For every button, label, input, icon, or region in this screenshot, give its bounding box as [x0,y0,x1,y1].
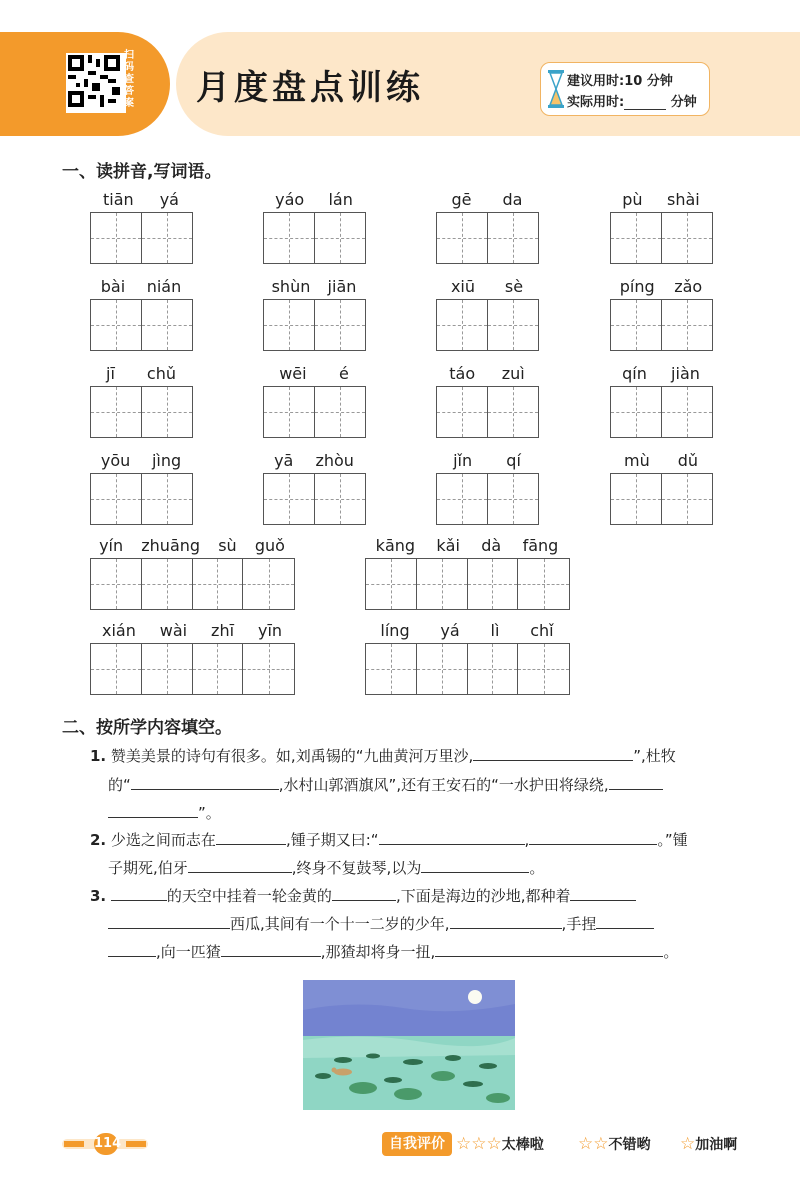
pinyin-label [263,190,365,210]
writing-grid[interactable] [90,558,295,610]
writing-cell[interactable] [315,300,366,350]
pinyin-syllable: é [338,364,349,383]
star-icon: ☆ [680,1134,696,1154]
pinyin-syllable: kǎi [436,536,460,555]
writing-grid[interactable] [436,299,539,351]
pinyin-syllable: chǐ [530,621,554,640]
pinyin-label [90,451,192,471]
pinyin-syllable: sè [504,277,524,296]
pinyin-syllable: xián [101,621,136,640]
self-eval-label: 自我评价 [382,1132,452,1156]
pinyin-syllable: xiū [450,277,475,296]
section2-heading: 二、按所学内容填空。 [62,718,232,738]
pinyin-syllable: lán [328,190,353,209]
pinyin-syllable: yīn [257,621,283,640]
pinyin-syllable: jǐn [453,451,473,470]
pinyin-syllable: zhòu [315,451,354,470]
blank[interactable] [529,830,657,845]
writing-cell[interactable] [91,213,142,263]
star-icon: ☆☆ [578,1134,609,1154]
question-3-line1: 3. 的天空中挂着一轮金黄的 ,下面是海边的沙地,都种着 [90,885,636,906]
writing-cell[interactable] [488,213,539,263]
question-1-line3: ”。 [108,802,221,823]
pinyin-syllable: zuì [501,364,525,383]
writing-cell[interactable] [437,387,488,437]
rating-good[interactable]: ☆☆不错哟 [578,1134,651,1154]
blank[interactable] [570,886,636,901]
writing-cell[interactable] [264,213,315,263]
pinyin-syllable: líng [380,621,410,640]
pinyin-label [610,190,712,210]
pinyin-label [90,364,192,384]
writing-grid[interactable] [610,299,713,351]
rating-great[interactable]: ☆☆☆太棒啦 [456,1134,544,1154]
question-3-line3: ,向一匹猹 ,那猹却将身一扭, 。 [108,941,678,962]
pinyin-syllable: píng [619,277,655,296]
pinyin-label [365,621,569,641]
writing-cell[interactable] [518,559,569,609]
pinyin-label [436,277,538,297]
writing-grid[interactable] [263,212,366,264]
pinyin-syllable: dà [481,536,502,555]
writing-cell[interactable] [91,644,142,694]
pinyin-syllable: mù [623,451,650,470]
writing-grid[interactable] [436,212,539,264]
pinyin-syllable: qí [506,451,521,470]
pinyin-label [436,190,538,210]
writing-cell[interactable] [611,474,662,524]
pinyin-syllable: táo [449,364,476,383]
writing-cell[interactable] [142,644,193,694]
pinyin-syllable: lì [490,621,500,640]
writing-grid[interactable] [263,299,366,351]
pinyin-syllable: zhī [211,621,235,640]
pinyin-label [610,364,712,384]
pinyin-label [263,364,365,384]
writing-cell[interactable] [315,474,366,524]
pinyin-syllable: qín [622,364,647,383]
writing-grid[interactable] [610,386,713,438]
qr-label: 扫码查答案 [124,50,134,109]
pinyin-syllable: jiàn [671,364,700,383]
writing-cell[interactable] [91,559,142,609]
writing-cell[interactable] [315,213,366,263]
writing-cell[interactable] [142,300,193,350]
writing-cell[interactable] [243,644,294,694]
writing-cell[interactable] [142,387,193,437]
pinyin-syllable: dǔ [677,451,698,470]
writing-cell[interactable] [417,644,468,694]
writing-cell[interactable] [662,213,713,263]
writing-cell[interactable] [662,474,713,524]
writing-grid[interactable] [263,386,366,438]
qr-code[interactable] [66,53,126,113]
writing-cell[interactable] [611,213,662,263]
pinyin-syllable: jī [106,364,115,383]
blank[interactable] [131,775,279,790]
blank[interactable] [108,942,156,957]
blank[interactable] [609,775,663,790]
blank[interactable] [596,914,654,929]
writing-cell[interactable] [437,474,488,524]
writing-cell[interactable] [488,474,539,524]
pinyin-label [436,364,538,384]
page-title: 月度盘点训练 [196,68,424,108]
pinyin-syllable: jìng [151,451,182,470]
pinyin-syllable: yín [99,536,124,555]
writing-cell[interactable] [468,644,519,694]
pinyin-syllable: guǒ [254,536,285,555]
blank[interactable] [421,858,529,873]
pinyin-syllable: bài [100,277,126,296]
writing-cell[interactable] [315,387,366,437]
writing-grid[interactable] [610,473,713,525]
pinyin-label [90,621,294,641]
pinyin-syllable: shài [667,190,700,209]
writing-cell[interactable] [142,213,193,263]
pinyin-syllable: yā [274,451,294,470]
pinyin-syllable: da [502,190,523,209]
writing-grid[interactable] [436,386,539,438]
hourglass-icon [547,69,565,109]
blank[interactable] [188,858,292,873]
moonlit-melon-field-illustration [303,980,515,1110]
pinyin-syllable: chǔ [146,364,176,383]
writing-cell[interactable] [366,559,417,609]
rating-keep-going[interactable]: ☆加油啊 [680,1134,738,1154]
actual-time-blank[interactable] [624,97,666,110]
pinyin-syllable: yōu [100,451,131,470]
writing-cell[interactable] [264,387,315,437]
blank[interactable] [108,803,198,818]
question-2-line1: 2. 少选之间而志在 ,锺子期又曰:“ , 。”锺 [90,831,688,849]
writing-grid[interactable] [90,473,193,525]
pinyin-syllable: gē [451,190,472,209]
pinyin-syllable: yáo [275,190,305,209]
pinyin-label [263,277,365,297]
pinyin-syllable: wài [159,621,188,640]
writing-cell[interactable] [264,300,315,350]
writing-cell[interactable] [142,474,193,524]
pinyin-syllable: yá [440,621,460,640]
writing-cell[interactable] [193,559,244,609]
blank[interactable] [435,942,663,957]
pinyin-syllable: jiān [327,277,357,296]
pinyin-label [90,536,294,556]
pinyin-syllable: yá [159,190,179,209]
writing-cell[interactable] [142,559,193,609]
writing-cell[interactable] [417,559,468,609]
pinyin-syllable: shùn [271,277,311,296]
pinyin-syllable: zhuāng [141,536,201,555]
writing-grid[interactable] [263,473,366,525]
question-1-line2: 的“ ,水村山郭酒旗风”,还有王安石的“一水护田将绿绕, [108,774,663,795]
writing-grid[interactable] [90,299,193,351]
pinyin-syllable: fāng [522,536,559,555]
blank[interactable] [379,830,525,845]
pinyin-label [610,451,712,471]
blank[interactable] [332,886,396,901]
writing-cell[interactable] [91,387,142,437]
pinyin-label [610,277,712,297]
pinyin-syllable: pù [622,190,643,209]
writing-cell[interactable] [437,213,488,263]
writing-grid[interactable] [90,212,193,264]
page-number: 114 [94,1133,118,1155]
writing-cell[interactable] [468,559,519,609]
writing-cell[interactable] [662,300,713,350]
blank[interactable] [111,886,167,901]
blank[interactable] [450,914,562,929]
blank[interactable] [221,942,321,957]
pinyin-syllable: tiān [103,190,134,209]
pinyin-label [90,190,192,210]
question-3-line2: 西瓜,其间有一个十一二岁的少年, ,手捏 [108,913,654,934]
writing-grid[interactable] [365,558,570,610]
writing-cell[interactable] [437,300,488,350]
writing-cell[interactable] [611,387,662,437]
writing-cell[interactable] [91,474,142,524]
pinyin-syllable: sù [218,536,237,555]
timer-box [540,62,710,116]
writing-grid[interactable] [436,473,539,525]
writing-cell[interactable] [193,644,244,694]
writing-grid[interactable] [90,643,295,695]
pinyin-label [263,451,365,471]
pinyin-syllable: zǎo [674,277,703,296]
suggested-time: 建议用时:10 分钟 [567,74,673,89]
section1-heading: 一、读拼音,写词语。 [62,162,222,182]
blank[interactable] [473,746,633,761]
blank[interactable] [216,830,286,845]
writing-grid[interactable] [365,643,570,695]
writing-cell[interactable] [662,387,713,437]
writing-cell[interactable] [611,300,662,350]
writing-cell[interactable] [264,474,315,524]
writing-cell[interactable] [366,644,417,694]
writing-cell[interactable] [91,300,142,350]
pinyin-syllable: wēi [279,364,307,383]
writing-cell[interactable] [518,644,569,694]
pinyin-label [365,536,569,556]
pinyin-syllable: nián [146,277,182,296]
question-1-line1: 1. 赞美美景的诗句有很多。如,刘禹锡的“九曲黄河万里沙, ”,杜牧 [90,747,676,765]
pinyin-label [436,451,538,471]
star-icon: ☆☆☆ [456,1134,502,1154]
writing-grid[interactable] [90,386,193,438]
writing-grid[interactable] [610,212,713,264]
writing-cell[interactable] [488,387,539,437]
pinyin-syllable: kāng [375,536,416,555]
pinyin-label [90,277,192,297]
blank[interactable] [108,914,230,929]
question-2-line2: 子期死,伯牙 ,终身不复鼓琴,以为 。 [108,859,545,877]
writing-cell[interactable] [488,300,539,350]
writing-cell[interactable] [243,559,294,609]
actual-time: 实际用时: 分钟 [567,95,697,110]
